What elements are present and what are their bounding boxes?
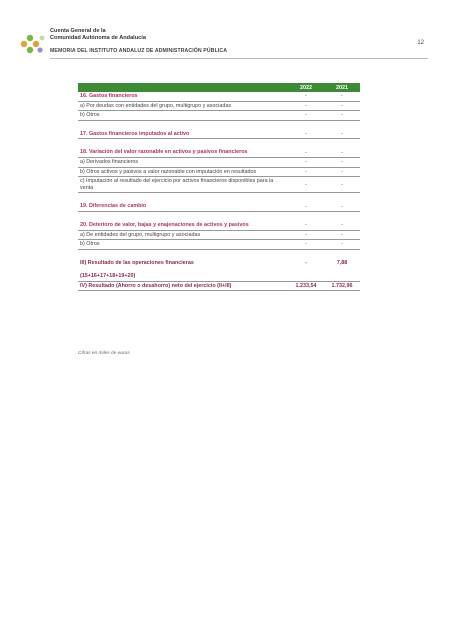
header-divider	[50, 58, 428, 59]
table-row: a) Por deudas con entidades del grupo, multigrupo y asociadas - -	[78, 102, 360, 112]
table-row: a) De entidades del grupo, multigrupo y asociadas - -	[78, 231, 360, 241]
table-row: b) Otros - -	[78, 111, 360, 121]
financial-table	[78, 83, 360, 291]
page-header	[18, 24, 434, 64]
table-row: c) Imputación al resultado del ejercicio por activos financieros disponibles para la venta - -	[78, 177, 360, 193]
org-line-1: Cuenta General de la	[50, 28, 106, 34]
table-header	[78, 83, 360, 92]
junta-andalucia-logo	[18, 28, 48, 58]
table-row: 20. Deterioro de valor, bajas y enajenaciones de activos y pasivos - -	[78, 221, 360, 231]
memoria-title: MEMORIA DEL INSTITUTO ANDALUZ DE ADMINISTRACIÓN PÚBLICA	[50, 48, 228, 54]
table-row: b) Otros activos y pasivos a valor razonable con imputación en resultados - -	[78, 168, 360, 178]
table-row: IV) Resultado (Ahorro o desahorro) neto del ejercicio (II+III) 1.233,54 1.732,96	[78, 282, 360, 292]
result-iii-formula: (15+16+17+18+19+20)	[80, 272, 136, 279]
table-row: 16. Gastos financieros - -	[78, 92, 360, 102]
table-row: a) Derivados financieros - -	[78, 158, 360, 168]
table-row: 18. Variación del valor razonable en activos y pasivos financieros - -	[78, 148, 360, 158]
table-row: 19. Diferencias de cambio - -	[78, 202, 360, 212]
col-2021: 2021	[336, 84, 348, 91]
currency-note: Cifras en miles de euros	[78, 351, 130, 356]
result-iii-label: III) Resultado de las operaciones financieras	[80, 259, 194, 266]
col-2022: 2022	[300, 84, 312, 91]
org-name	[50, 28, 146, 41]
page-number: 12	[417, 40, 424, 46]
table-row: III) Resultado de las operaciones financieras (15+16+17+18+19+20) - 7,88	[78, 259, 360, 282]
table-row: 17. Gastos financieros imputados al activo - -	[78, 130, 360, 140]
org-line-2: Comunidad Autónoma de Andalucía	[50, 34, 146, 41]
table-row: b) Otros - -	[78, 240, 360, 250]
